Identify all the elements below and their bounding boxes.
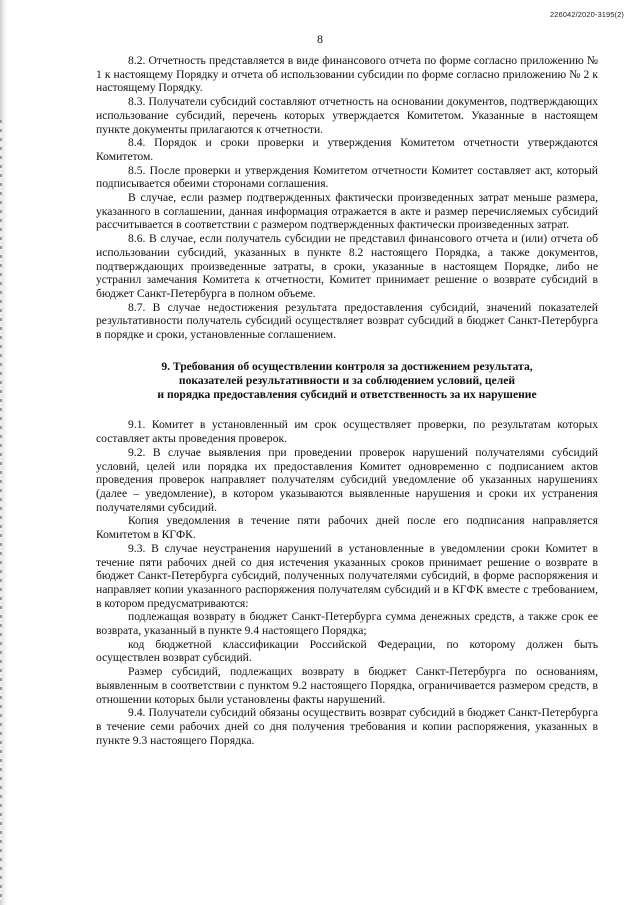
paragraph-8-4: 8.4. Порядок и сроки проверки и утверждения Комитетом отчетности утверждаются Комитетом. [96,136,598,163]
scan-edge-binding [0,120,2,900]
paragraph-8-5-continued: В случае, если размер подтвержденных фактически произведенных затрат меньше размера, указанного в соглашении, данная информация отражается в акте и размер перечисляемых субсидий рассчитывается в соответствии с размером подтвержденных фактически произведенных затрат. [96,191,598,232]
paragraph-9-2: 9.2. В случае выявления при проведении проверок нарушений получателями субсидий условий, целей или порядка их предоставления Комитет одновременно с подписанием актов проведения проверок направляет получателям субсидий уведомление об указанных нарушениях (далее – уведомление), в котором указываются выявленные нарушения и сроки их устранения получателями субсидий. [96,445,598,514]
page-number: 8 [317,32,323,46]
paragraph-9-3-item-amount: подлежащая возврату в бюджет Санкт-Петербурга сумма денежных средств, а также срок ее возврата, указанный в пункте 9.4 настоящего Порядка; [96,610,598,638]
document-body [96,54,598,747]
paragraph-9-3-limit: Размер субсидий, подлежащих возврату в бюджет Санкт-Петербурга по основаниям, выявленным в соответствии с пунктом 9.2 настоящего Порядка, ограничивается размером средств, в отношении которых были установлены факты нарушений. [96,665,598,706]
section-title-line-1: 9. Требования об осуществлении контроля за достижением результата, [161,359,533,373]
paragraph-9-3: 9.3. В случае неустранения нарушений в установленные в уведомлении сроки Комитет в течение пяти рабочих дней со дня истечения указанных сроков принимает решение о возврате в бюджет Санкт-Петербурга субсидий, полученных получателями субсидий, в форме распоряжения и направляет копии указанного распоряжения получателям субсидий и в КГФК вместе с требованием, в котором предусматриваются: [96,541,598,610]
paragraph-9-2-copy: Копия уведомления в течение пяти рабочих дней после его подписания направляется Комитетом в КГФК. [96,514,598,542]
section-9-title [96,360,598,402]
paragraph-8-6: 8.6. В случае, если получатель субсидии не представил финансового отчета и (или) отчета об использовании субсидий, указанных в пункте 8.2 настоящего Порядка, а также документов, подтверждающих произведенные затраты, в сроки, указанные в настоящем Порядке, либо не устранил замечания Комитета к отчетности, Комитет принимает решение о возврате субсидий в бюджет Санкт-Петербурга в полном объеме. [96,232,598,300]
section-title-line-3: и порядка предоставления субсидий и ответственность за их нарушение [157,387,537,401]
paragraph-8-3: 8.3. Получатели субсидий составляют отчетность на основании документов, подтверждающих использование субсидий, перечень которых утверждается Комитетом. Указанные в настоящем пункте документы прилагаются к отчетности. [96,95,598,136]
paragraph-8-2: 8.2. Отчетность представляется в виде финансового отчета по форме согласно приложению № 1 к настоящему Порядку и отчета об использовании субсидии по форме согласно приложению № 2 к настоящему Порядку. [96,54,598,95]
paragraph-9-1: 9.1. Комитет в установленный им срок осуществляет проверки, по результатам которых составляет акты проведения проверок. [96,418,598,446]
section-title-line-2: показателей результативности и за соблюдением условий, целей [178,373,516,387]
paragraph-8-5: 8.5. После проверки и утверждения Комитетом отчетности Комитет составляет акт, который подписывается обеими сторонами соглашения. [96,163,598,191]
paragraph-9-3-item-code: код бюджетной классификации Российской Федерации, по которому должен быть осуществлен возврат субсидий. [96,637,598,665]
paragraph-9-4: 9.4. Получатели субсидий обязаны осуществить возврат субсидий в бюджет Санкт-Петербурга в течение семи рабочих дней со дня получения требования и копии распоряжения, указанных в пункте 9.3 настоящего Порядка. [96,706,598,747]
paragraph-8-7: 8.7. В случае недостижения результата предоставления субсидий, значений показателей результативности получатель субсидий осуществляет возврат субсидий в бюджет Санкт-Петербурга в порядке и сроки, установленные соглашением. [96,300,598,342]
document-registration-code: 226042/2020-3195(2) [549,10,624,19]
